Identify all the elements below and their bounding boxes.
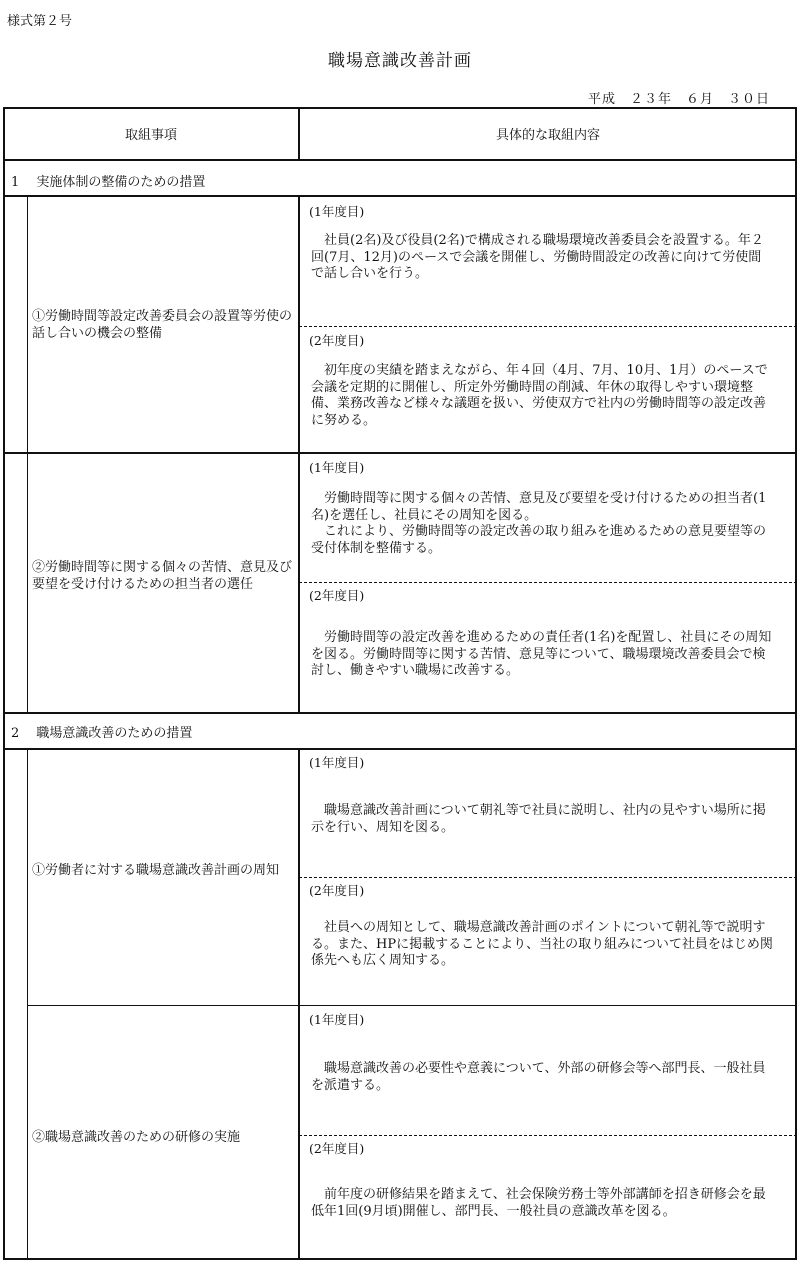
column-divider <box>298 748 300 1260</box>
year-tag: (1年度目) <box>309 204 365 219</box>
row-divider <box>3 452 797 454</box>
content-text: 労働時間等の設定改善を進めるための責任者(1名)を配置し、社員にその周知を図る。労働時間等に関する苦情、意見等について、職場環境改善委員会で検討し、働きやすい職場に改善する。 <box>311 630 772 678</box>
indent-divider <box>27 748 28 1260</box>
row-divider <box>3 712 797 714</box>
item-label: ①労働時間等設定改善委員会の設置等労使の話し合いの機会の整備 <box>32 309 293 341</box>
section-label: 2 職場意識改善のための措置 <box>11 726 193 741</box>
content-text: 前年度の研修結果を踏まえて、社会保険労務士等外部講師を招き研修会を最低年1回(9月頃)開催し、部門長、一般社員の意識改革を図る。 <box>311 1187 766 1219</box>
content-text: 労働時間等に関する個々の苦情、意見及び要望を受け付けるための担当者(1名)を選任し、社員にその周知を図る。 これにより、労働時間等の設定改善の取り組みを進めるための意見要望等の受付体制を整備する。 <box>311 491 767 556</box>
year-divider <box>299 326 797 327</box>
item-label: ①労働者に対する職場意識改善計画の周知 <box>32 863 280 878</box>
year-tag: (2年度目) <box>309 1141 365 1156</box>
document-title: 職場意識改善計画 <box>328 51 472 71</box>
content-text: 初年度の実績を踏まえながら、年４回（4月、7月、10月、1月）のペースで会議を定期的に開催し、所定外労働時間の削減、年休の取得しやすい環境整備、業務改善など様々な議題を扱い、労使双方で社内の労働時間等の設定改善に努める。 <box>311 363 768 428</box>
item-label: ②労働時間等に関する個々の苦情、意見及び要望を受け付けるための担当者の選任 <box>32 560 293 592</box>
row-divider <box>27 1005 797 1006</box>
column-divider <box>298 195 300 712</box>
section-label: 1 実施体制の整備のための措置 <box>11 175 206 190</box>
form-number: 様式第２号 <box>7 14 73 29</box>
header-divider <box>3 159 797 161</box>
column-header-content: 具体的な取組内容 <box>495 127 600 143</box>
year-tag: (2年度目) <box>309 883 365 898</box>
year-tag: (1年度目) <box>309 1012 365 1027</box>
year-divider <box>299 1135 797 1136</box>
item-label: ②職場意識改善のための研修の実施 <box>32 1130 241 1145</box>
year-tag: (2年度目) <box>309 588 365 603</box>
document-date: 平成 ２３年 ６月 ３０日 <box>587 92 770 107</box>
column-header-item: 取組事項 <box>124 127 177 143</box>
year-tag: (1年度目) <box>309 460 365 475</box>
year-divider <box>299 877 797 878</box>
year-tag: (1年度目) <box>309 755 365 770</box>
content-text: 社員への周知として、職場意識改善計画のポイントについて朝礼等で説明する。また、HPに掲載することにより、当社の取り組みについて社員をはじめ関係先へも広く周知する。 <box>311 920 773 968</box>
indent-divider <box>27 195 28 712</box>
content-text: 社員(2名)及び役員(2名)で構成される職場環境改善委員会を設置する。年２回(7月、12月)のペースで会議を開催し、労働時間設定の改善に向けて労使間で話し合いを行う。 <box>311 233 764 281</box>
year-divider <box>299 582 797 583</box>
row-divider <box>3 195 797 197</box>
row-divider <box>3 748 797 750</box>
plan-table <box>3 107 797 1260</box>
content-text: 職場意識改善計画について朝礼等で社員に説明し、社内の見やすい場所に掲示を行い、周知を図る。 <box>311 803 766 835</box>
year-tag: (2年度目) <box>309 333 365 348</box>
content-text: 職場意識改善の必要性や意義について、外部の研修会等へ部門長、一般社員を派遣する。 <box>311 1061 766 1093</box>
